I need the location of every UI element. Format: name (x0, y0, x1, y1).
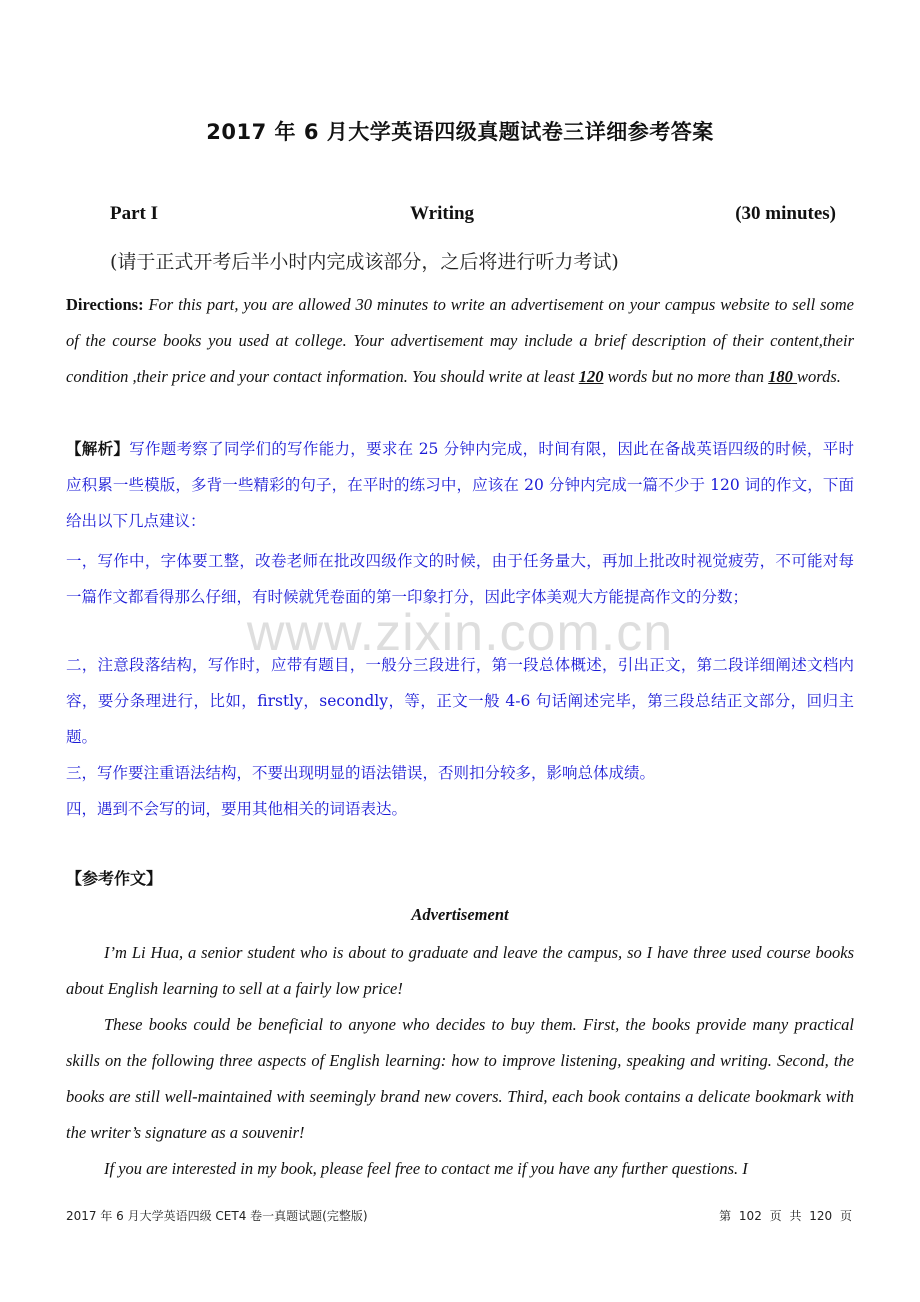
page-title: 2017 年 6 月大学英语四级真题试卷三详细参考答案 (206, 120, 714, 144)
analysis-point-3: 三，写作要注重语法结构，不要出现明显的语法错误，否则扣分较多，影响总体成绩。 (66, 764, 656, 782)
analysis-point-4: 四，遇到不会写的词，要用其他相关的词语表达。 (66, 800, 408, 818)
directions-paragraph (66, 287, 854, 395)
essay-paragraph-1: I’m Li Hua, a senior student who is about to graduate and leave the campus, so I have three used course books about English learning to sell at a fairly low price! (66, 943, 854, 998)
analysis-intro-text: 写作题考察了同学们的写作能力，要求在 25 分钟内完成，时间有限，因此在备战英语四级的时候，平时应积累一些模版，多背一些精彩的句子，在平时的练习中，应该在 20 分钟内完成一篇不少于 120 词的作文，下面给出以下几点建议： (66, 440, 854, 530)
watermark: www.zixin.com.cn (246, 604, 674, 662)
footer-page-number: 第 102 页 共 120 页 (719, 1209, 852, 1223)
analysis-point-1: 一，写作中，字体要工整，改卷老师在批改四级作文的时候，由于任务量大，再加上批改时视觉疲劳，不可能对每一篇作文都看得那么仔细，有时候就凭卷面的第一印象打分，因此字体美观大方能提高作文的分数； (66, 552, 854, 606)
essay-paragraph-3: If you are interested in my book, please feel free to contact me if you have any further questions. I (104, 1159, 748, 1178)
directions-label: Directions: (66, 295, 144, 314)
directions-text-mid: words but no more than (603, 367, 769, 386)
analysis-intro (66, 431, 854, 539)
essay-title: Advertisement (411, 905, 509, 924)
directions-text: For this part, you are allowed 30 minutes to write an advertisement on your campus website to sell some of the course books you used at college. Your advertisement may include a brief description of their content,their condition ,their price and your contact information. You should write at least (66, 295, 854, 386)
exam-note: (请于正式开考后半小时内完成该部分，之后将进行听力考试) (110, 251, 619, 273)
max-words: 180 (768, 367, 798, 386)
essay-paragraph-2: These books could be beneficial to anyone who decides to buy them. First, the books provide many practical skills on the following three aspects of English learning: how to improve listening, speaking and writing. Second, the books are still well-maintained with seemingly brand new covers. Third, each book contains a delicate bookmark with the writer’s signature as a souvenir! (66, 1015, 854, 1142)
time-label: (30 minutes) (735, 203, 836, 224)
footer-document-title: 2017 年 6 月大学英语四级 CET4 卷一真题试题(完整版) (66, 1209, 368, 1223)
analysis-point-2: 二，注意段落结构，写作时，应带有题目，一般分三段进行，第一段总体概述，引出正文，第二段详细阐述文档内容，要分条理进行，比如，firstly，secondly，等，正文一般 4-6 句话阐述完毕，第三段总结正文部分，回归主题。 (66, 656, 854, 746)
section-label: Writing (410, 203, 475, 224)
directions-text-end: words. (797, 367, 841, 386)
part-label: Part I (110, 203, 159, 224)
analysis-label: 【解析】 (66, 439, 130, 458)
part-header (110, 203, 836, 229)
reference-essay-label: 【参考作文】 (66, 869, 163, 888)
min-words: 120 (578, 367, 604, 386)
